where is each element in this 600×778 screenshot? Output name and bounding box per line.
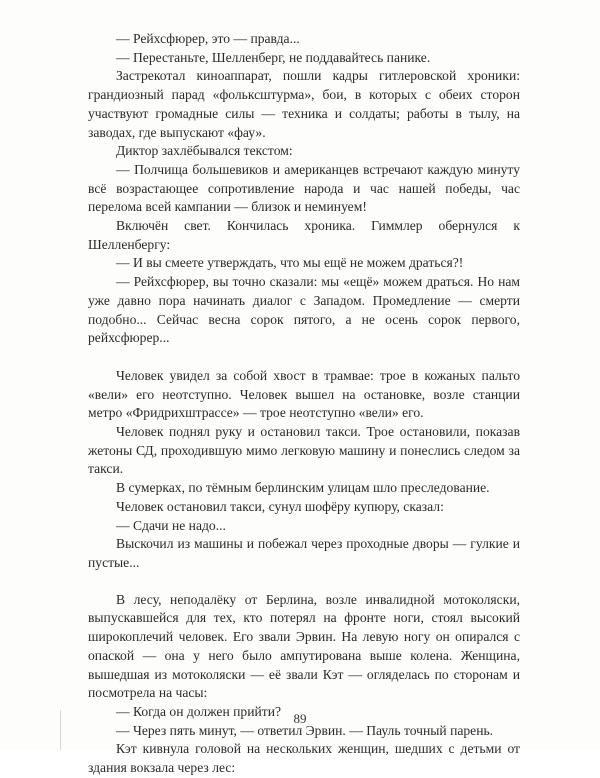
paragraph: Человек остановил такси, сунул шофёру купюру, сказал:: [116, 498, 444, 514]
paragraph: — Когда он должен прийти?: [116, 703, 282, 719]
paragraph: В лесу, неподалёку от Берлина, возле инвалидной мотоколяски, выпускавшейся для тех, кто потерял на фронте ноги, стоял высокий широкоплечий человек. Его звали Эрвин. На левую ногу он опирался с опаской — она у него было ампутирована выше колена. Женщина, вышедшая из мотоколяски — её звали Кэт — огляделась по сторонам и посмотрела на часы:: [88, 591, 520, 701]
paragraph: — Сдачи не надо...: [116, 517, 226, 533]
page-edge-line: [60, 710, 61, 750]
paragraph: — И вы смеете утверждать, что мы ещё не можем драться?!: [116, 255, 464, 271]
paragraph: Застрекотал киноаппарат, пошли кадры гитлеровской хроники: грандиозный парад «фольксштурма», бои, в которых с обеих сторон участвуют громадные силы — техника и солдаты; работы в тылу, на заводах, где выпускают «фау».: [88, 68, 520, 140]
paragraph: Включён свет. Кончилась хроника. Гиммлер обернулся к Шелленбергу:: [88, 218, 520, 252]
paragraph: Кэт кивнула головой на нескольких женщин, шедших с детьми от здания вокзала через лес:: [88, 741, 520, 776]
page-body-text: [88, 30, 520, 778]
paragraph: Человек поднял руку и остановил такси. Трое остановили, показав жетоны СД, проходившую мимо легковую машину и понеслись следом за такси.: [88, 424, 520, 477]
paragraph: Выскочил из машины и побежал через проходные дворы — гулкие и пустые...: [88, 536, 520, 570]
paragraph: Диктор захлёбывался текстом:: [116, 143, 293, 159]
paragraph: — Полчища большевиков и американцев встречают каждую минуту всё возрастающее сопротивление народа и час нашей победы, час перелома всей кампании — близок и неминуем!: [88, 161, 520, 215]
paragraph: — Рейхсфюрер, это — правда...: [116, 31, 300, 46]
paragraph: В сумерках, по тёмным берлинским улицам шло преследование.: [116, 480, 490, 496]
paragraph: — Через пять минут, — ответил Эрвин. — Пауль точный парень.: [116, 722, 494, 738]
paragraph: — Перестаньте, Шелленберг, не поддавайтесь панике.: [116, 49, 431, 65]
paragraph: — Рейхсфюрер, вы точно сказали: мы «ещё» можем драться. Но нам уже давно пора начинать диалог с Западом. Промедление — смерти подобно... Сейчас весна сорок пятого, а не осень сорок первого, рейхсфюрер...: [88, 274, 520, 346]
paragraph: Человек увидел за собой хвост в трамвае: трое в кожаных пальто «вели» его неотступно. Человек вышел на остановке, возле станции метро «Фридрихштрассе» — трое неотступно «вели» его.: [88, 367, 520, 421]
page-number: 89: [293, 711, 307, 726]
